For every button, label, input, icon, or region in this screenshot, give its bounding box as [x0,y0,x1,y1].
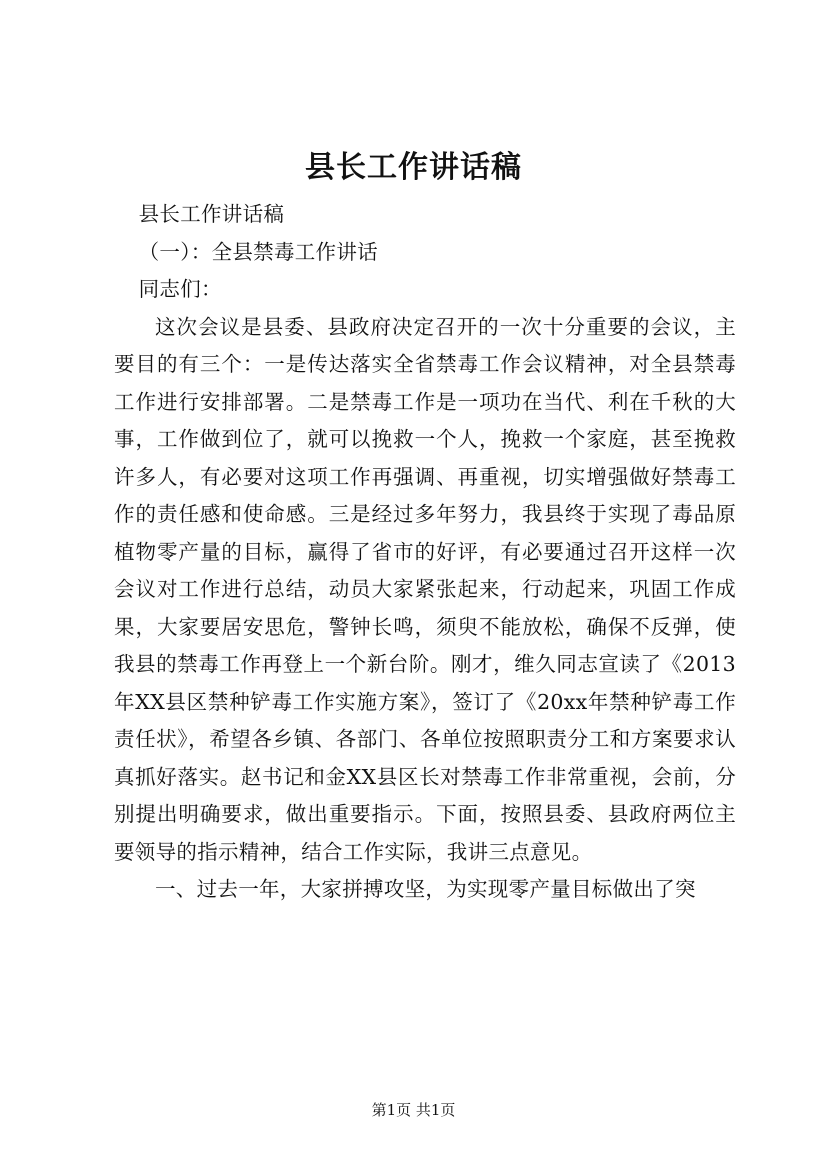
document-body [114,196,736,909]
section-heading: （一）：全县禁毒工作讲话 [138,239,378,264]
document-title: 县长工作讲话稿 [305,150,522,185]
page-footer: 第1页 共1页 [371,1101,456,1119]
body-paragraph: 一、过去一年，大家拼搏攻坚，为实现零产量目标做出了突 [155,877,696,901]
salutation: 同志们： [138,277,222,301]
body-paragraph: 这次会议是县委、县政府决定召开的一次十分重要的会议，主要目的有三个：一是传达落实全省禁毒工作会议精神，对全县禁毒工作进行安排部署。二是禁毒工作是一项功在当代、利在千秋的大事，工作做到位了，就可以挽救一个人，挽救一个家庭，甚至挽救许多人，有必要对这项工作再强调、再重视，切实增强做好禁毒工作的责任感和使命感。三是经过多年努力，我县终于实现了毒品原植物零产量的目标，赢得了省市的好评，有必要通过召开这样一次会议对工作进行总结，动员大家紧张起来，行动起来，巩固工作成果，大家要居安思危，警钟长鸣，须臾不能放松，确保不反弹，使我县的禁毒工作再登上一个新台阶。刚才，维久同志宣读了《2013年XX县区禁种铲毒工作实施方案》，签订了《20xx年禁种铲毒工作责任状》，希望各乡镇、各部门、各单位按照职责分工和方案要求认真抓好落实。赵书记和金XX县区长对禁毒工作非常重视，会前，分别提出明确要求，做出重要指示。下面，按照县委、县政府两位主要领导的指示精神，结合工作实际，我讲三点意见。 [114,314,736,864]
subtitle-paragraph: 县长工作讲话稿 [138,202,285,226]
